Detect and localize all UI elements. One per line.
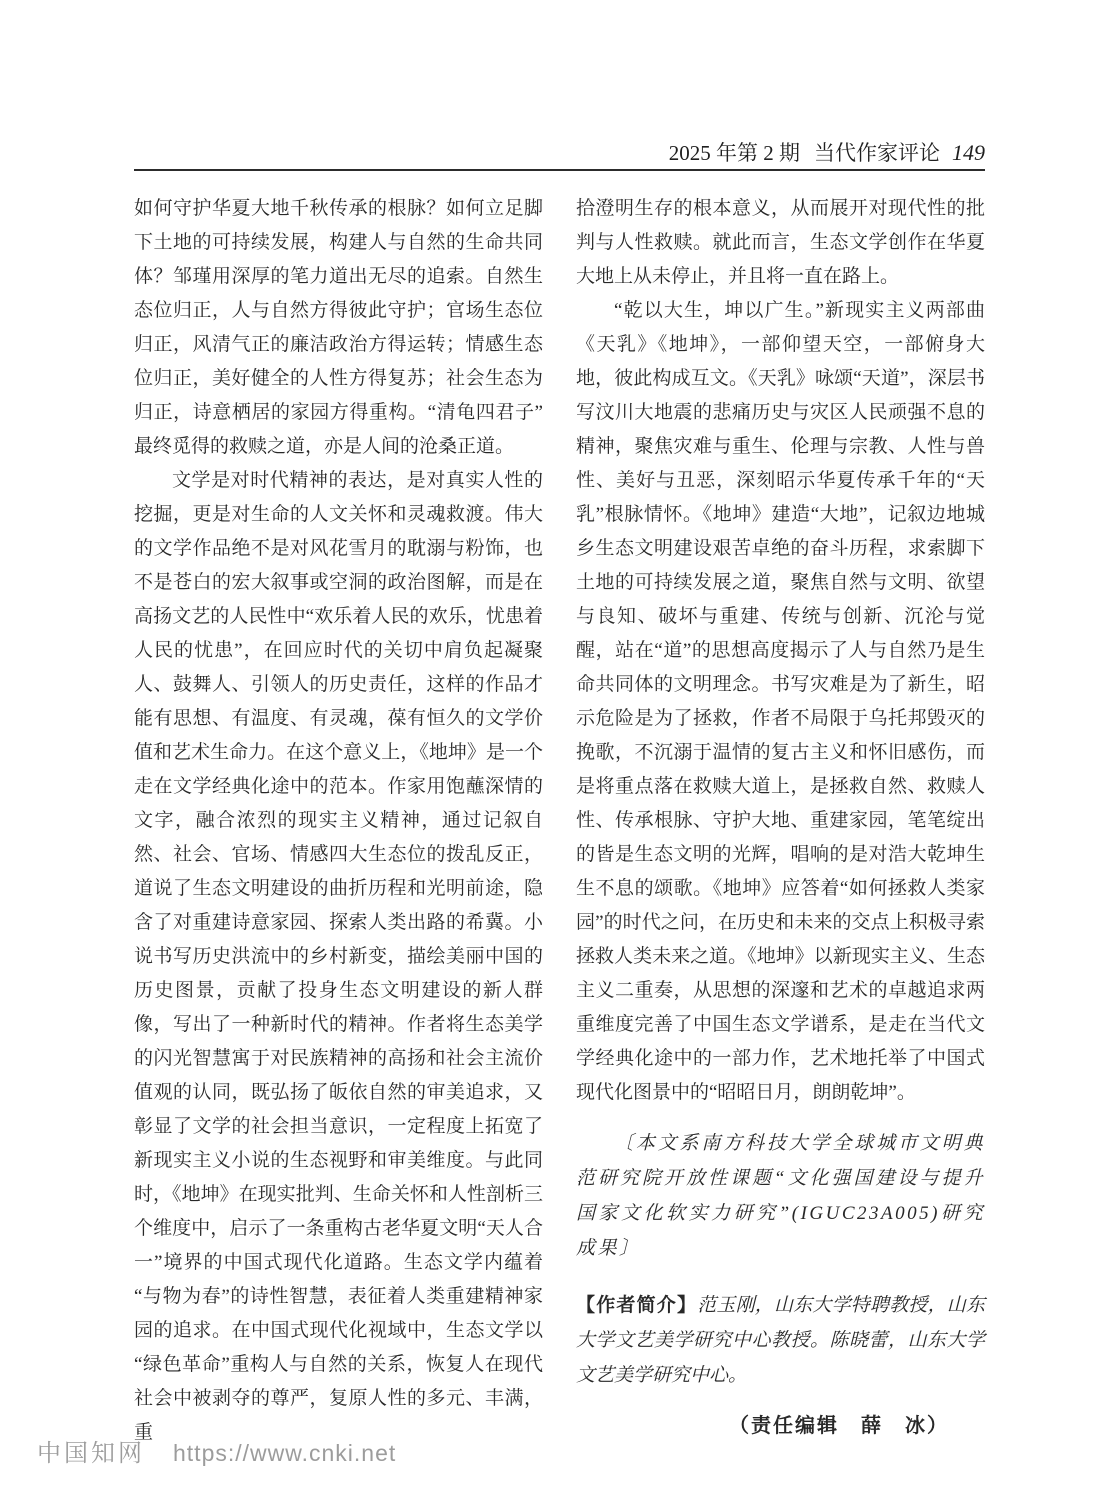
right-column: [576, 192, 985, 1450]
cnki-brand: 中国知网: [37, 1441, 145, 1467]
paragraph-continuation: 如何守护华夏大地千秋传承的根脉？如何立足脚下土地的可持续发展，构建人与自然的生命共同体？邹瑾用深厚的笔力道出无尽的追索。自然生态位归正，人与自然方得彼此守护；官场生态位归正，风清气正的廉洁政治方得运转；情感生态位归正，美好健全的人性方得复苏；社会生态为归正，诗意栖居的家园方得重构。“清龟四君子”最终觅得的救赎之道，亦是人间的沧桑正道。: [134, 198, 543, 457]
journal-issue: 2025 年第 2 期: [668, 141, 800, 165]
paragraph-continuation: 拾澄明生存的根本意义，从而展开对现代性的批判与人性救赎。就此而言，生态文学创作在华夏大地上从未停止，并且将一直在路上。: [576, 198, 985, 287]
page-number: 149: [952, 140, 985, 165]
cnki-watermark: [37, 1433, 396, 1468]
page-header: [669, 137, 985, 167]
author-bio-label: 【作者简介】: [576, 1295, 698, 1316]
journal-title: 当代作家评论: [814, 141, 940, 165]
left-column: [134, 192, 543, 1450]
editor-note: （责任编辑 薛 冰）: [729, 1415, 949, 1437]
header-rule: [134, 169, 985, 171]
article-body: [134, 192, 985, 1450]
author-bio: [576, 1288, 985, 1393]
paragraph: 文学是对时代精神的表达，是对真实人性的挖掘，更是对生命的人文关怀和灵魂救渡。伟大的文学作品绝不是对风花雪月的耽溺与粉饰，也不是苍白的宏大叙事或空洞的政治图解，而是在高扬文艺的人民性中“欢乐着人民的欢乐，忧患着人民的忧患”，在回应时代的关切中肩负起凝聚人、鼓舞人、引领人的历史责任，这样的作品才能有思想、有温度、有灵魂，葆有恒久的文学价值和艺术生命力。在这个意义上，《地坤》是一个走在文学经典化途中的范本。作家用饱蘸深情的文字，融合浓烈的现实主义精神，通过记叙自然、社会、官场、情感四大生态位的拨乱反正，道说了生态文明建设的曲折历程和光明前途，隐含了对重建诗意家园、探索人类出路的希冀。小说书写历史洪流中的乡村新变，描绘美丽中国的历史图景，贡献了投身生态文明建设的新人群像，写出了一种新时代的精神。作者将生态美学的闪光智慧寓于对民族精神的高扬和社会主流价值观的认同，既弘扬了皈依自然的审美追求，又彰显了文学的社会担当意识，一定程度上拓宽了新现实主义小说的生态视野和审美维度。与此同时，《地坤》在现实批判、生命关怀和人性剖析三个维度中，启示了一条重构古老华夏文明“天人合一”境界的中国式现代化道路。生态文学内蕴着“与物为春”的诗性智慧，表征着人类重建精神家园的追求。在中国式现代化视域中，生态文学以“绿色革命”重构人与自然的关系，恢复人在现代社会中被剥夺的尊严，复原人性的多元、丰满，重: [134, 470, 543, 1443]
funding-note: 〔本文系南方科技大学全球城市文明典范研究院开放性课题“文化强国建设与提升国家文化软实力研究”(IGUC23A005)研究成果〕: [576, 1133, 985, 1259]
author-bio-text: 范玉刚，山东大学特聘教授，山东大学文艺美学研究中心教授。陈晓蕾，山东大学文艺美学研究中心。: [576, 1295, 985, 1386]
paragraph: “乾以大生，坤以广生。”新现实主义两部曲《天乳》《地坤》，一部仰望天空，一部俯身大地，彼此构成互文。《天乳》咏颂“天道”，深层书写汶川大地震的悲痛历史与灾区人民顽强不息的精神，聚焦灾难与重生、伦理与宗教、人性与兽性、美好与丑恶，深刻昭示华夏传承千年的“天乳”根脉情怀。《地坤》建造“大地”，记叙边地城乡生态文明建设艰苦卓绝的奋斗历程，求索脚下土地的可持续发展之道，聚焦自然与文明、欲望与良知、破坏与重建、传统与创新、沉沦与觉醒，站在“道”的思想高度揭示了人与自然乃是生命共同体的文明理念。书写灾难是为了新生，昭示危险是为了拯救，作者不局限于乌托邦毁灭的挽歌，不沉溺于温情的复古主义和怀旧感伤，而是将重点落在救赎大道上，是拯救自然、救赎人性、传承根脉、守护大地、重建家园，笔笔绽出的皆是生态文明的光辉，唱响的是对浩大乾坤生生不息的颂歌。《地坤》应答着“如何拯救人类家园”的时代之问，在历史和未来的交点上积极寻索拯救人类未来之道。《地坤》以新现实主义、生态主义二重奏，从思想的深邃和艺术的卓越追求两重维度完善了中国生态文学谱系，是走在当代文学经典化途中的一部力作，艺术地托举了中国式现代化图景中的“昭昭日月，朗朗乾坤”。: [576, 300, 985, 1103]
cnki-url: https://www.cnki.net: [173, 1440, 397, 1466]
